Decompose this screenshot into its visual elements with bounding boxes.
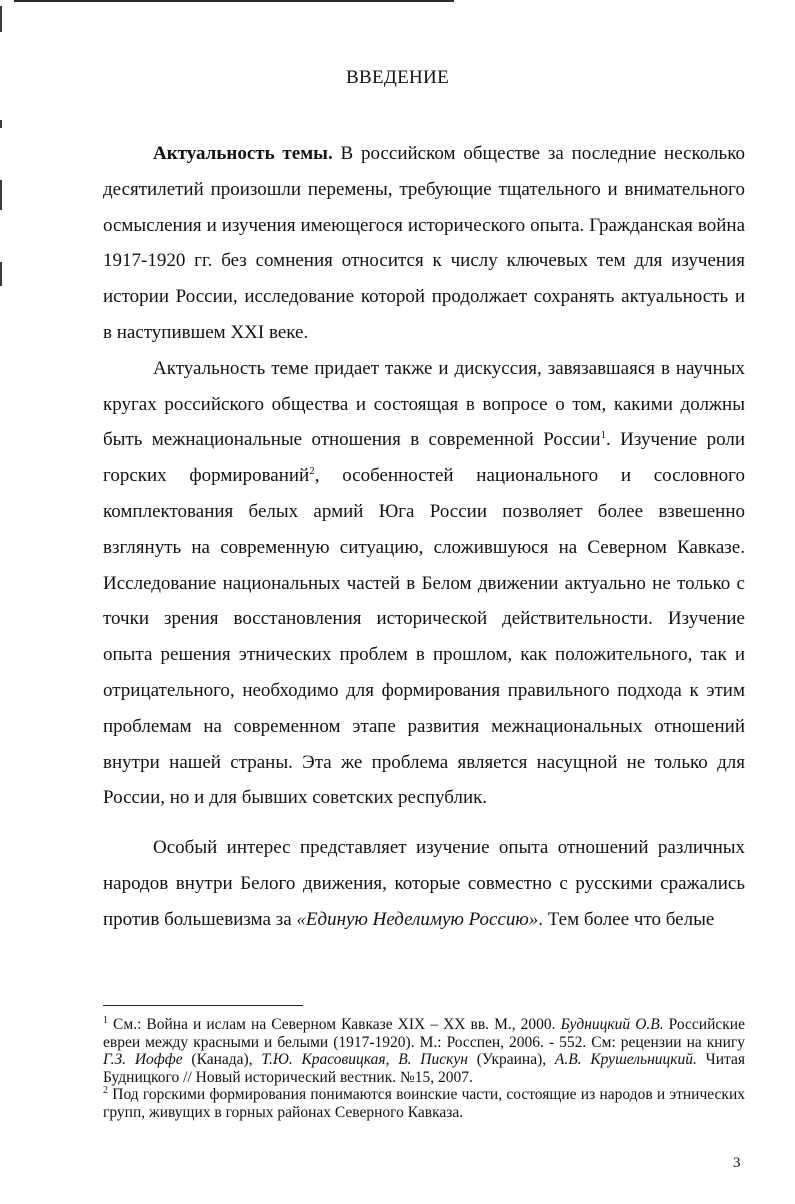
footnote-author: А.В. Крушельницкий. <box>554 1051 697 1069</box>
footnote-author: Г.З. Иоффе <box>103 1051 183 1069</box>
footnote-number: 2 <box>103 1085 108 1097</box>
scan-top-edge-line <box>14 0 454 2</box>
footnote-author: Т.Ю. Красовицкая, В. Пискун <box>261 1051 468 1069</box>
scan-left-edge-mark <box>0 180 2 210</box>
footnote-text: Под горскими формирования понимаются воинские части, состоящие из народов и этнических групп, живущих в горных районах Северного Кавказа. <box>103 1086 745 1121</box>
paragraph-discussion <box>103 351 745 816</box>
quoted-slogan: «Единую Неделимую Россию» <box>296 908 539 930</box>
footnote-author: Будницкий О.В. <box>560 1016 664 1033</box>
footnote-2 <box>103 1086 745 1121</box>
scan-left-edge-mark <box>0 120 2 128</box>
page-number: 3 <box>733 1155 741 1171</box>
footnote-text: (Канада), <box>182 1051 262 1069</box>
footnote-text: Российские евреи между красными и белыми (1917-1920). М.: Росспен, 2006. - 552. См: рецензии на книгу <box>103 1016 745 1051</box>
footnote-text: См.: Война и ислам на Северном Кавказе XIX – XX вв. М., 2000. <box>108 1016 561 1033</box>
paragraph-text: . Изучение роли горских формирований <box>103 429 745 487</box>
footnote-ref-2[interactable]: 2 <box>309 465 315 478</box>
footnote-number: 1 <box>103 1015 108 1026</box>
paragraph-text: . Тем более что белые <box>538 908 715 930</box>
main-text <box>103 136 745 938</box>
footnote-text: (Украина), <box>467 1051 555 1069</box>
paragraph-interest <box>103 830 745 937</box>
footnotes <box>103 1016 745 1122</box>
scan-left-edge-mark <box>0 262 2 286</box>
footnote-divider <box>103 1005 303 1006</box>
relevance-heading: Актуальность темы. <box>153 143 333 164</box>
paragraph-text: , особенностей национального и сословного комплектования белых армий Юга России позволяет более взвешенно взглянуть на современную ситуацию, сложившуюся на Северном Кавказе. Исследование национальных частей в Белом движении актуально не только с точки зрения восстановления исторической действительности. Изучение опыта решения этнических проблем в прошлом, как положительного, так и отрицательного, необходимо для формирования правильного подхода к этим проблемам на современном этапе развития межнациональных отношений внутри нашей страны. Эта же проблема является насущной не только для России, но и для бывших советских республик. <box>103 465 745 809</box>
footnote-1 <box>103 1016 745 1086</box>
paragraph-text: Особый интерес представляет изучение опыта отношений различных народов внутри Белого движения, которые совместно с русскими сражались против большевизма за <box>103 837 745 930</box>
page-title: ВВЕДЕНИЕ <box>346 67 449 88</box>
footnote-ref-1[interactable]: 1 <box>600 429 606 442</box>
footnote-text: Читая Будницкого // Новый исторический вестник. №15, 2007. <box>103 1051 745 1086</box>
paragraph-text: Актуальность теме придает также и дискуссия, завязавшаяся в научных кругах российского общества и состоящая в вопросе о том, какими должны быть межнациональные отношения в современной России <box>103 357 745 451</box>
paragraph-relevance <box>103 136 745 351</box>
paragraph-text: В российском обществе за последние несколько десятилетий произошли перемены, требующие тщательного и внимательного осмысления и изучения имеющегося исторического опыта. Гражданская война 1917-1920 гг. без сомнения относится к числу ключевых тем для изучения истории России, исследование которой продолжает сохранять актуальность и в наступившем XXI веке. <box>103 143 745 343</box>
scan-left-edge-mark <box>0 6 2 32</box>
